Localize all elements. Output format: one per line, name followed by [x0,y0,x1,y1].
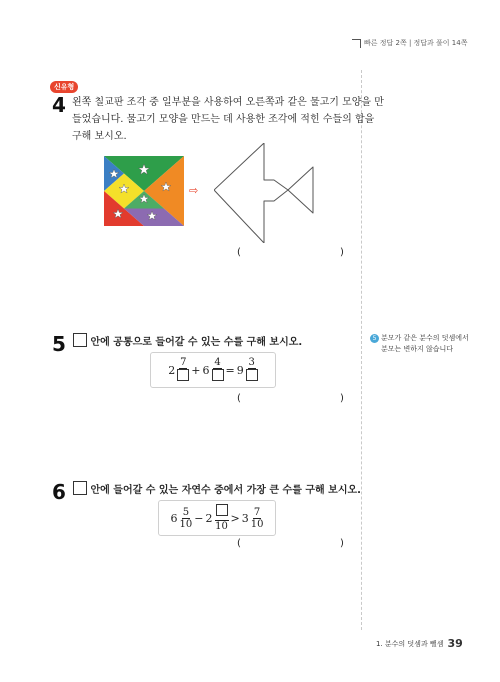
arrow-right-icon: ⇨ [189,184,199,197]
question-5-formula [150,352,276,388]
question-6-formula [158,500,276,536]
blank-box-icon [177,369,189,381]
page-number: 39 [447,637,463,650]
blank-box-icon [73,481,87,495]
whole-number: 2 [168,363,176,377]
fraction [251,507,264,530]
fraction [246,357,258,384]
fraction [212,357,224,384]
fraction [215,504,229,532]
question-4-number: 4 [52,93,66,117]
greater-than-sign: > [230,511,240,525]
whole-number: 6 [170,511,178,525]
whole-number: 3 [241,511,249,525]
chapter-title: 1. 분수의 덧셈과 뺄셈 [376,640,444,648]
numerator: 7 [253,506,261,518]
denominator: 10 [250,518,264,530]
question-5-number: 5 [52,332,66,356]
header-text: 빠른 정답 2쪽 | 정답과 풀이 14쪽 [364,39,468,47]
question-5-text [73,333,302,351]
answer-paren-open: ( [237,538,241,549]
fish-body [214,143,288,243]
whole-number: 6 [202,363,210,377]
fraction [180,507,193,530]
page-footer [376,637,463,650]
blank-box-icon [212,369,224,381]
question-4-text [72,94,384,145]
hint-line-1: 분모가 같은 분수의 덧셈에서 [381,334,469,342]
question-4-line-1: 왼쪽 칠교판 조각 중 일부분을 사용하여 오른쪽과 같은 물고기 모양을 만 [72,97,384,108]
blank-box-icon [246,369,258,381]
question-6-text [73,481,361,499]
question-4-line-2: 들었습니다. 물고기 모양을 만드는 데 사용한 조각에 적힌 수들의 합을 [72,114,375,125]
denominator: 10 [179,518,193,530]
equals-sign: = [225,363,235,377]
minus-sign: − [194,511,204,525]
whole-number: 2 [205,511,213,525]
question-6-number: 6 [52,480,66,504]
blank-box-icon [216,504,228,516]
fish-tail [288,167,313,213]
hint-note [370,333,469,355]
fraction [177,357,189,384]
answer-paren-close: ) [340,538,344,549]
numerator: 4 [214,356,221,368]
hint-line-2: 분모는 변하지 않습니다 [381,345,454,353]
corner-mark-icon [352,39,361,48]
question-6-label: 안에 들어갈 수 있는 자연수 중에서 가장 큰 수를 구해 보시오. [90,485,361,496]
numerator: 3 [248,356,255,368]
question-5-label: 안에 공통으로 들어갈 수 있는 수를 구해 보시오. [90,337,303,348]
numerator: 5 [182,506,190,518]
plus-sign: + [191,363,201,377]
denominator: 10 [215,521,228,532]
answer-paren-close: ) [340,393,344,404]
answer-paren-open: ( [237,247,241,258]
answer-paren-close: ) [340,247,344,258]
question-4-line-3: 구해 보시오. [72,131,127,142]
fish-outline [214,143,320,243]
numerator: 7 [180,356,187,368]
tangram-board [104,156,184,226]
answer-paren-open: ( [237,393,241,404]
whole-number: 9 [236,363,244,377]
blank-box-icon [73,333,87,347]
page-header [352,38,467,48]
margin-divider [361,70,362,630]
new-type-badge: 신유형 [50,81,78,93]
hint-number-icon: 5 [370,334,379,343]
